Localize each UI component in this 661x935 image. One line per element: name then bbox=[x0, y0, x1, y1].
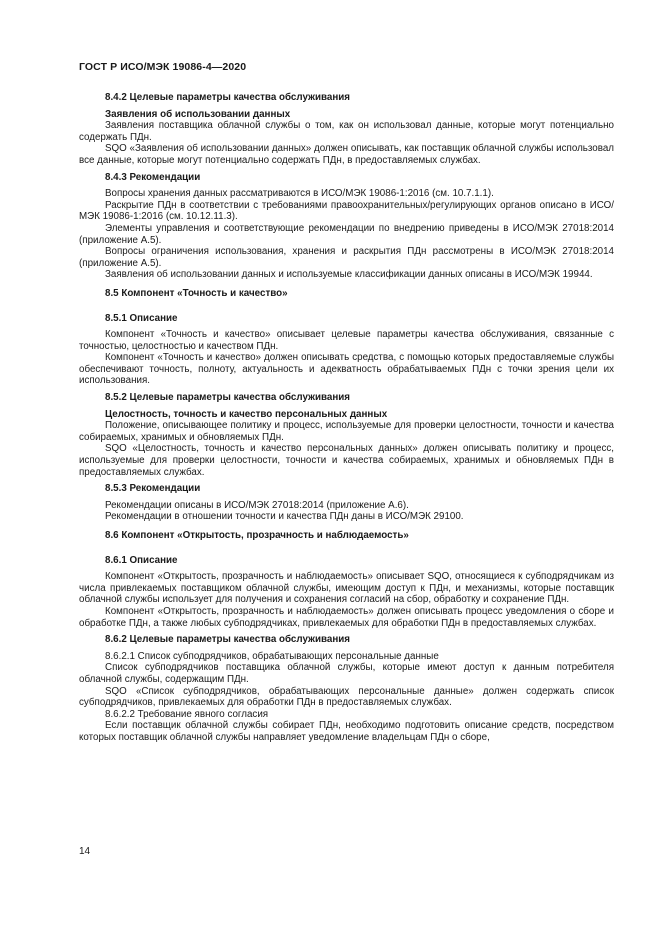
paragraph: Положение, описывающее политику и процесс, используемые для проверки целостности, точности и качества собираемых, хранимых и обновляемых ПДн. bbox=[79, 420, 614, 443]
subheading-integrity-accuracy-quality: Целостность, точность и качество персональных данных bbox=[105, 408, 388, 420]
clause-8-6-2-2: 8.6.2.2 Требование явного согласия bbox=[105, 708, 269, 720]
paragraph: Компонент «Точность и качество» описывает целевые параметры качества обслуживания, связанные с точностью, целостностью и качеством ПДн. bbox=[79, 329, 614, 352]
standard-header: ГОСТ Р ИСО/МЭК 19086-4—2020 bbox=[79, 61, 247, 73]
heading-8-5: 8.5 Компонент «Точность и качество» bbox=[105, 287, 288, 299]
heading-8-5-1: 8.5.1 Описание bbox=[105, 312, 178, 324]
paragraph: SQO «Заявления об использовании данных» должен описывать, как поставщик облачной службы использовал все данные, которые могут потенциально содержать ПДн, в предоставляемых службах. bbox=[79, 143, 614, 166]
paragraph: Раскрытие ПДн в соответствии с требованиями правоохранительных/регулирующих органов описано в ИСО/МЭК 19086-1:2016 (см. 10.12.11.3). bbox=[79, 199, 614, 223]
heading-8-6: 8.6 Компонент «Открытость, прозрачность и наблюдаемость» bbox=[105, 530, 409, 541]
paragraph: Список субподрядчиков поставщика облачной службы, которые имеют доступ к данным потребителя облачной службы, содержащим ПДн. bbox=[79, 662, 614, 685]
paragraph: Компонент «Точность и качество» должен описывать средства, с помощью которых предоставляемые службы обеспечивают точность, полноту, актуальность и адекватность обрабатываемых ПДн с точки зрения цели их использования. bbox=[79, 352, 614, 387]
paragraph: SQO «Список субподрядчиков, обрабатывающих персональные данные» должен содержать список субподрядчиков, привлекаемых для обработки ПДн в предоставляемых службах. bbox=[79, 685, 614, 709]
paragraph: Вопросы ограничения использования, хранения и раскрытия ПДн рассмотрены в ИСО/МЭК 27018:2014 (приложение А.5). bbox=[79, 246, 614, 269]
document-body bbox=[79, 92, 614, 744]
paragraph: Если поставщик облачной службы собирает ПДн, необходимо подготовить описание средств, посредством которых поставщик облачной службы направляет уведомление владельцам ПДн о сборе, bbox=[79, 720, 614, 743]
clause-8-6-2-1: 8.6.2.1 Список субподрядчиков, обрабатывающих персональные данные bbox=[105, 650, 439, 662]
paragraph: Заявления об использовании данных и используемые классификации данных описаны в ИСО/МЭК 19944. bbox=[105, 269, 593, 281]
paragraph: Элементы управления и соответствующие рекомендации по внедрению приведены в ИСО/МЭК 27018:2014 (приложение А.5). bbox=[79, 222, 614, 246]
paragraph: Заявления поставщика облачной службы о том, как он использовал данные, которые могут потенциально содержать ПДн. bbox=[79, 120, 614, 143]
heading-8-6-1: 8.6.1 Описание bbox=[105, 554, 178, 566]
paragraph: Компонент «Открытость, прозрачность и наблюдаемость» описывает SQO, относящиеся к субподрядчикам из числа привлекаемых поставщиком облачной службы, имеющим доступ к ПДн, и механизмы, которые поставщик облачной службы использует для получения и сохранения согласий на сбор, обработку и сохранение ПДн. bbox=[79, 571, 614, 606]
subheading-data-use-statements: Заявления об использовании данных bbox=[105, 108, 291, 120]
paragraph: Вопросы хранения данных рассматриваются в ИСО/МЭК 19086-1:2016 (см. 10.7.1.1). bbox=[105, 188, 494, 200]
paragraph: Рекомендации в отношении точности и качества ПДн даны в ИСО/МЭК 29100. bbox=[105, 511, 464, 523]
heading-8-5-2: 8.5.2 Целевые параметры качества обслуживания bbox=[105, 392, 350, 404]
heading-8-4-2: 8.4.2 Целевые параметры качества обслуживания bbox=[105, 92, 350, 103]
paragraph: Рекомендации описаны в ИСО/МЭК 27018:2014 (приложение А.6). bbox=[105, 499, 409, 511]
heading-8-6-2: 8.6.2 Целевые параметры качества обслуживания bbox=[105, 634, 350, 646]
heading-8-5-3: 8.5.3 Рекомендации bbox=[105, 483, 201, 495]
paragraph: Компонент «Открытость, прозрачность и наблюдаемость» должен описывать процесс уведомления о сборе и обработке ПДн, а также любых субподрядчиках, привлекаемых для обработки ПДн в предоставляемых службах. bbox=[79, 605, 614, 629]
paragraph: SQO «Целостность, точность и качество персональных данных» должен описывать политику и процесс, используемые для проверки целостности, точности и качества собираемых, хранимых и обновляемых ПДн в предоставляемых службах. bbox=[79, 443, 614, 478]
heading-8-4-3: 8.4.3 Рекомендации bbox=[105, 171, 201, 183]
page-number: 14 bbox=[79, 846, 91, 857]
